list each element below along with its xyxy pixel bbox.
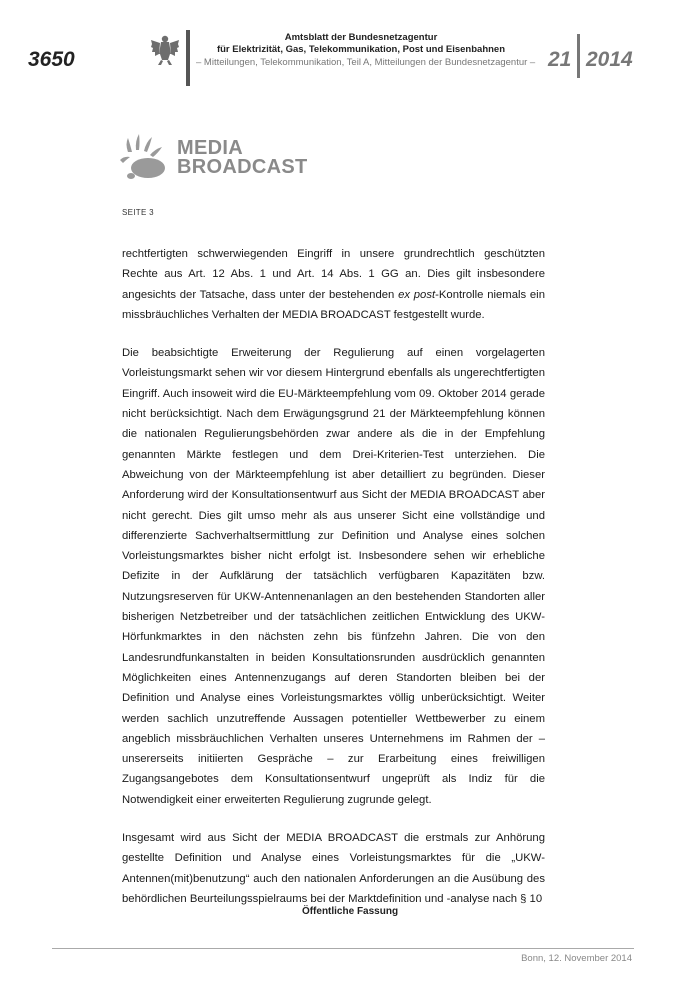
public-version-label: Öffentliche Fassung — [301, 906, 399, 917]
paragraph-2: Die beabsichtigte Erweiterung der Regulierung auf einen vorgelagerten Vorleistungsmarkt sehen wir vor diesem Hintergrund ebenfalls als ungerechtfertigten Eingriff. Auch insoweit wird die EU-Märkteempfehlung vom 09. Oktober 2014 gerade nicht berücksichtigt. Nach dem Erwägungsgrund 21 der Märkteempfehlung können die nationalen Regulierungsbehörden zwar andere als die in der Empfehlung genannten Märkte festlegen und dem Drei-Kriterien-Test unterziehen. Die Abweichung von der Märkteempfehlung ist aber detailliert zu begründen. Dieser Anforderung wird der Konsultationsentwurf aus Sicht der MEDIA BROADCAST aber nicht gerecht. Dies gilt umso mehr als aus unserer Sicht eine vollständige und differenzierte Sachverhaltsermittlung zur Definition und Analyse eines solchen Vorleistungsmarktes bisher nicht erfolgt ist. Insbesondere sehen wir erhebliche Defizite in der Aufklärung der tatsächlich verfügbaren Kapazitäten bzw. Nutzungsreserven für UKW-Antennenanlagen an den bestehenden Standorten aller bisherigen Netzbetreiber und der tatsächlichen zeitlichen Entwicklung des UKW-Hörfunkmarktes in den nächsten zehn bis fünfzehn Jahren. Die von den Landesrundfunkanstalten in beiden Konsultationsrunden ausdrücklich genannten Möglichkeiten eines Antennenzugangs auf deren Standorten bleiben bei der Definition und Analyse eines Vorleistungsmarktes völlig unberücksichtigt. Weiter werden sachlich unzutreffende Aussagen potentieller Wettbewerber zu einem angeblich missbräuchlichen Verhalten unseres Unternehmens im Rahmen der – unsererseits initiierten Gespräche – zur Erarbeitung eines freiwilligen Zugangsangebotes dem Konsultationsentwurf ungeprüft als Indiz für die Notwendigkeit einer erweiterten Regulierung zugrunde gelegt. — [122, 347, 545, 806]
gazette-title — [196, 32, 526, 56]
media-broadcast-logo-icon — [118, 130, 178, 186]
publication-date: Bonn, 12. November 2014 — [521, 953, 632, 964]
footer-divider — [52, 948, 634, 949]
gazette-title-line-1: Amtsblatt der Bundesnetzagentur — [284, 32, 438, 43]
paragraph-1-start: rechtfertigten schwerwiegenden Eingriff in unsere grundrechtlich geschützten Rechte aus Art. 12 Abs. 1 und Art. 14 Abs. 1 GG an. Dies gilt insbesondere angesichts der Tatsache, dass unter der bestehenden — [122, 248, 545, 301]
logo-line-1: MEDIA — [177, 137, 243, 159]
logo-line-2: BROADCAST — [177, 156, 308, 178]
header-divider — [186, 30, 190, 86]
federal-eagle-icon — [150, 33, 180, 67]
paragraph-1 — [122, 244, 545, 325]
issue-number: 21 — [548, 48, 572, 71]
paragraph-1-end: -Kontrolle niemals ein missbräuchliches Verhalten der MEDIA BROADCAST festgestellt wurde. — [122, 288, 545, 321]
paragraph-1-emphasis: ex post — [398, 288, 436, 301]
page-label: SEITE 3 — [122, 208, 154, 217]
gazette-title-line-2: für Elektrizität, Gas, Telekommunikation, Post und Eisenbahnen — [216, 44, 506, 55]
letter-body — [122, 244, 545, 927]
issue-divider — [577, 34, 580, 78]
issue-year: 2014 — [586, 48, 633, 71]
paragraph-3: Insgesamt wird aus Sicht der MEDIA BROADCAST die erstmals zur Anhörung gestellte Definition und Analyse eines Vorleistungsmarktes für die „UKW-Antennen(mit)benutzung“ auch den nationalen Anforderungen an die Ausübung des behördlichen Beurteilungsspielraums bei der Marktdefinition und -analyse nach § 10 — [122, 832, 545, 905]
page-number: 3650 — [28, 48, 75, 71]
company-logo-wordmark — [177, 139, 307, 177]
gazette-subtitle: – Mitteilungen, Telekommunikation, Teil A, Mitteilungen der Bundesnetzagentur – — [196, 57, 536, 68]
